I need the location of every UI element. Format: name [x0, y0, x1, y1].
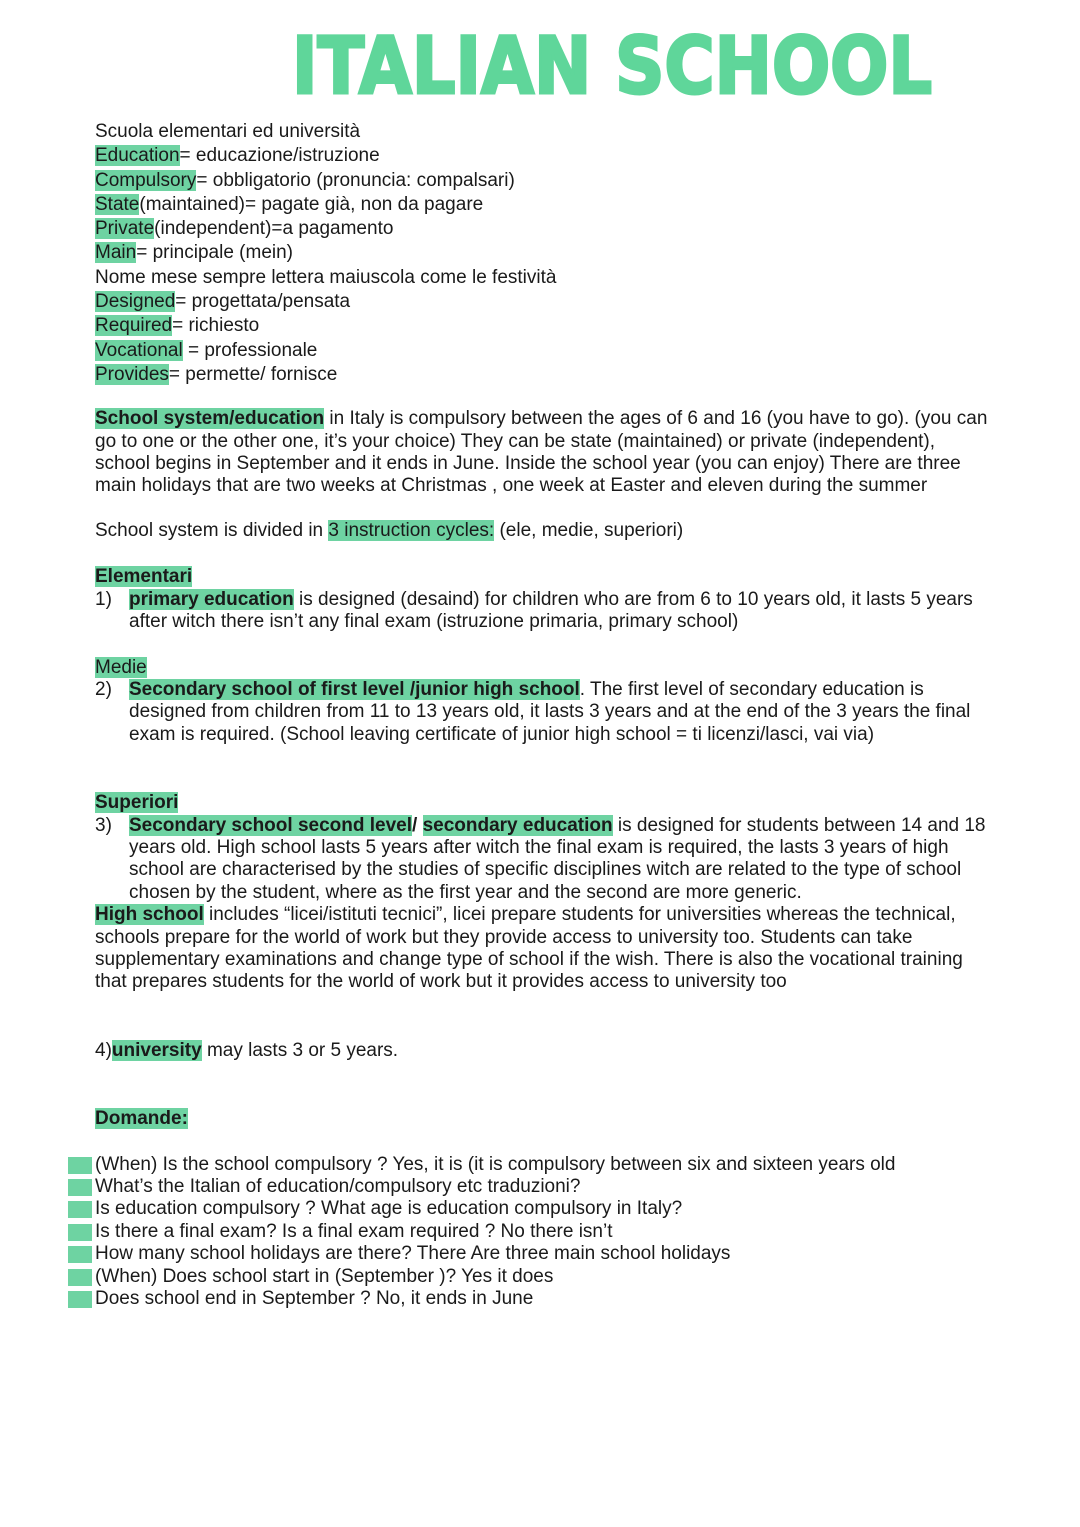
question-text: (When) Does school start in (September )? Yes it does [95, 1265, 554, 1287]
section-heading-medie [95, 657, 990, 679]
item-number: 1) [95, 588, 112, 610]
glossary-row [95, 290, 990, 314]
glossary-row [95, 314, 990, 338]
glossary-sep: = [168, 363, 186, 385]
glossary-def: permette/ fornisce [185, 363, 338, 385]
highlight-marker [68, 1179, 92, 1196]
glossary-sep: = [172, 315, 189, 337]
glossary-sep: = [175, 291, 192, 313]
glossary-term: Provides [95, 363, 169, 385]
school-system-lead: School system/education [95, 408, 325, 430]
glossary-row [95, 144, 990, 168]
glossary-row [95, 363, 990, 387]
glossary-def: Nome mese sempre lettera maiuscola come le festività [95, 266, 557, 288]
highlight-marker [68, 1224, 92, 1241]
heading-text: Domande: [95, 1108, 188, 1130]
item-number: 2) [95, 678, 112, 700]
item-lead: primary education [129, 588, 294, 610]
question-item [95, 1221, 990, 1243]
question-item [95, 1288, 990, 1310]
glossary-term: Compulsory [95, 169, 197, 191]
item-lead-secondary: secondary education [422, 814, 613, 836]
question-item [95, 1176, 990, 1198]
glossary-def: educazione/istruzione [195, 145, 380, 167]
heading-text: Medie [95, 656, 147, 678]
question-text: Is there a final exam? Is a final exam required ? No there isn’t [95, 1220, 613, 1242]
item-lead: Secondary school second level [129, 814, 412, 836]
question-text: (When) Is the school compulsory ? Yes, it is (it is compulsory between six and sixteen years old [95, 1153, 896, 1175]
medie-section [95, 657, 990, 747]
highlight-marker [68, 1269, 92, 1286]
school-system-text: in Italy is compulsory between the ages of 6 and 16 (you have to go). (you can go to one or the other one, it’s your choice) They can be state (maintained) or private (independent), school begins in September and it ends in June. Inside the school year (you can enjoy) There are three main holidays that are two weeks at Christmas , one week at Easter and eleven during the summer [95, 408, 988, 497]
glossary-term: Required [95, 315, 173, 337]
high-school-text: includes “licei/istituti tecnici”, licei prepare students for universities whereas the technical, schools prepare for the world of work but they provide access to university too. Students can take supplementary examinations and change type of school if the wish. There is also the vocational training that prepares students for the world of work but it provides access to university too [95, 904, 963, 993]
glossary-def: progettata/pensata [191, 291, 351, 313]
highlight-marker [68, 1157, 92, 1174]
cycles-before: School system is divided in [95, 519, 329, 541]
item-number: 3) [95, 814, 112, 836]
glossary-term: Private [95, 218, 155, 240]
glossary-def: (maintained)= pagate già, non da pagare [139, 193, 484, 215]
item-text: . The first level of secondary education is designed from children from 11 to 13 years old, it lasts 3 years and at the end of the 3 years the final exam is required. (School leaving certificate of junior high school = ti licenzi/lasci, vai via) [129, 678, 971, 745]
glossary-def: obbligatorio (pronuncia: compalsari) [212, 169, 515, 191]
glossary-sep: = [196, 169, 213, 191]
glossary-def: richiesto [188, 315, 260, 337]
question-text: Does school end in September ? No, it ends in June [95, 1287, 534, 1309]
questions-heading [95, 1108, 990, 1130]
glossary-def: professionale [204, 339, 318, 361]
question-item [95, 1266, 990, 1288]
cycles-highlight: 3 instruction cycles: [328, 519, 495, 541]
glossary-list [95, 144, 990, 387]
page-title [282, 18, 942, 112]
glossary-row [95, 217, 990, 241]
heading-text: Superiori [95, 792, 179, 814]
question-text: How many school holidays are there? There Are three main school holidays [95, 1243, 731, 1265]
highlight-marker [68, 1201, 92, 1218]
glossary-def: (independent)=a pagamento [154, 218, 394, 240]
glossary-term: Education [95, 145, 180, 167]
question-item [95, 1154, 990, 1176]
superiori-section [95, 792, 990, 994]
glossary-row [95, 193, 990, 217]
glossary-row [95, 169, 990, 193]
section-heading-superiori [95, 792, 990, 814]
item-sep: / [412, 814, 423, 836]
question-text: What’s the Italian of education/compulsory etc traduzioni? [95, 1176, 581, 1197]
question-item [95, 1198, 990, 1220]
question-text: Is education compulsory ? What age is education compulsory in Italy? [95, 1198, 683, 1220]
heading-text: Elementari [95, 566, 193, 588]
questions-list [95, 1154, 990, 1311]
glossary-term: State [95, 193, 140, 215]
page-title-text: ITALIAN SCHOOL [292, 22, 932, 112]
cycles-after: (ele, medie, superiori) [494, 519, 684, 541]
intro-line: Scuola elementari ed università [95, 121, 361, 142]
glossary-sep: = [136, 242, 153, 264]
notes-document [95, 120, 990, 1310]
university-text: may lasts 3 or 5 years. [201, 1039, 399, 1061]
glossary-note [95, 266, 990, 290]
elementari-section [95, 566, 990, 633]
item-number: 4) [95, 1039, 112, 1061]
glossary-sep: = [182, 339, 205, 361]
item-lead: Secondary school of first level /junior high school [129, 678, 580, 700]
item-text: is designed (desaind) for children who are from 6 to 10 years old, it lasts 5 years after witch there isn’t any final exam (istruzione primaria, primary school) [129, 588, 973, 633]
glossary-term: Designed [95, 291, 176, 313]
glossary-def: principale (mein) [152, 242, 294, 264]
university-lead: university [111, 1039, 202, 1061]
university-line [95, 1040, 990, 1062]
high-school-paragraph [95, 904, 990, 994]
list-item [95, 589, 990, 634]
list-item [95, 815, 990, 905]
school-system-paragraph [95, 408, 990, 498]
cycles-line [95, 520, 990, 542]
highlight-marker [68, 1246, 92, 1263]
glossary-term: Main [95, 242, 137, 264]
glossary-term: Vocational [95, 339, 183, 361]
section-heading-elementari [95, 566, 990, 588]
glossary-sep: = [179, 145, 196, 167]
item-text: is designed for students between 14 and 18 years old. High school lasts 5 years after witch the final exam is required, the lasts 3 years of high school are characterised by the studies of specific disciplines witch are related to the type of school chosen by the student, where as the first year and the second are more generic. [129, 814, 986, 903]
question-item [95, 1243, 990, 1265]
list-item [95, 679, 990, 746]
glossary-row [95, 339, 990, 363]
glossary-row [95, 241, 990, 265]
high-school-lead: High school [95, 904, 204, 926]
highlight-marker [68, 1291, 92, 1308]
